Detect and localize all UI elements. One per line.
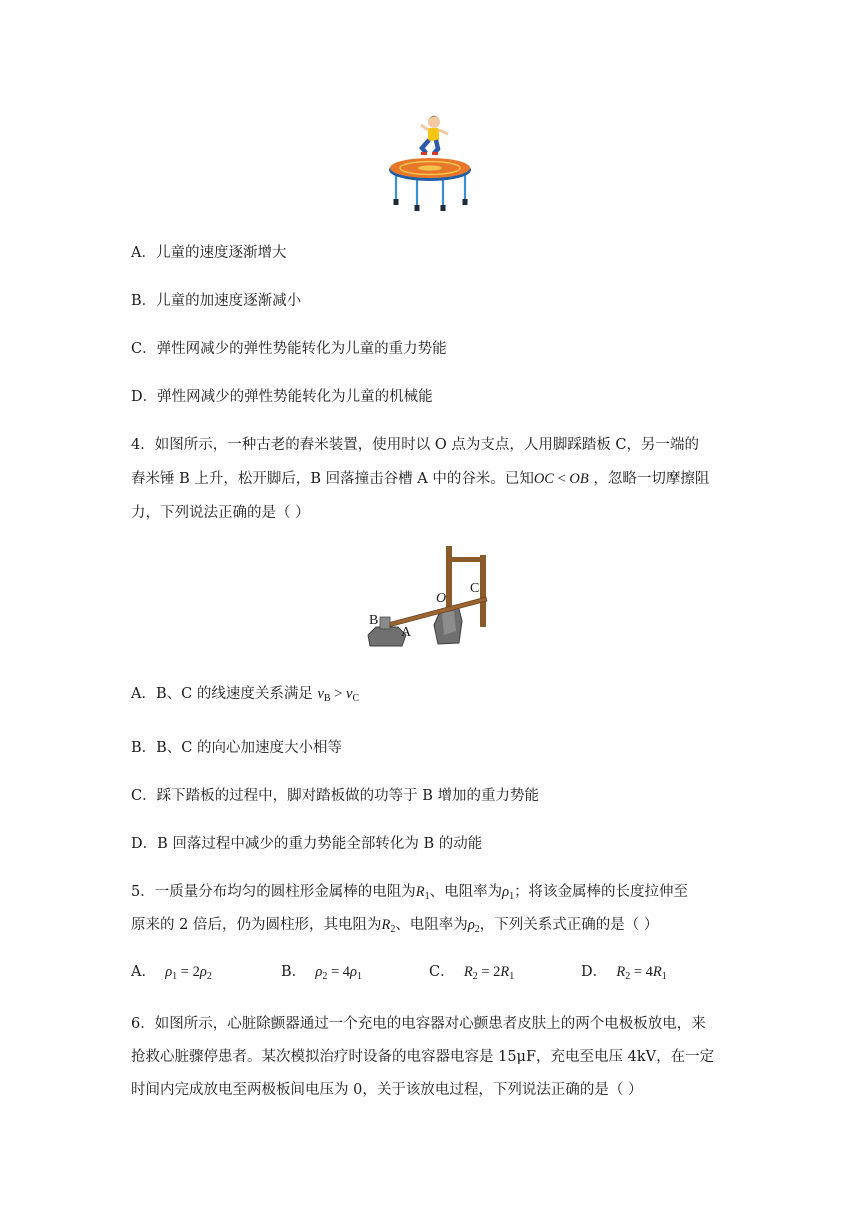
q6-stem-line1: 6．如图所示，心脏除颤器通过一个充电的电容器对心颤患者皮肤上的两个电极板放电，来 <box>131 1016 706 1032</box>
q4-stem-line1: 4．如图所示，一种古老的舂米装置，使用时以 O 点为支点，人用脚踩踏板 C，另一端的 <box>131 437 700 453</box>
q4-stem-line2: 舂米锤 B 上升，松开脚后，B 回落撞击谷槽 A 中的谷米。已知OC < OB ，忽略一切摩擦阻 <box>131 471 710 487</box>
q6-stem-line3: 时间内完成放电至两极板间电压为 0，关于该放电过程，下列说法正确的是（ ） <box>131 1082 643 1098</box>
q3-option-a: A．儿童的速度逐渐增大 <box>131 245 287 261</box>
q5-option-a: A． $\rho_1 = 2\rho_2$ <box>131 964 212 982</box>
label-o: O <box>436 591 447 606</box>
q5-stem-line2: 原来的 2 倍后，仍为圆柱形，其电阻为$R_2$、电阻率为$\rho_2$，下列关系式正确的是（ ） <box>131 917 659 935</box>
q4-option-d: D．B 回落过程中减少的重力势能全部转化为 B 的动能 <box>131 836 483 852</box>
q4-stem-line3: 力，下列说法正确的是（ ） <box>131 505 310 521</box>
q5-option-c: C． $R_2 = 2R_1$ <box>429 964 515 982</box>
q3-option-d: D．弹性网减少的弹性势能转化为儿童的机械能 <box>131 389 433 405</box>
label-b: B <box>369 613 379 628</box>
q4-option-b: B．B、C 的向心加速度大小相等 <box>131 740 343 756</box>
q3-option-c: C．弹性网减少的弹性势能转化为儿童的重力势能 <box>131 341 447 357</box>
q5-stem-line1: 5．一质量分布均匀的圆柱形金属棒的电阻为$R_1$、电阻率为$\rho_1$；将该金属棒的长度拉伸至 <box>131 884 689 902</box>
q3-option-b: B．儿童的加速度逐渐减小 <box>131 293 302 309</box>
q6-stem-line2: 抢救心脏骤停患者。某次模拟治疗时设备的电容器电容是 15μF，充电至电压 4kV，在一定 <box>131 1049 715 1065</box>
rice-pounder-figure <box>366 543 494 650</box>
inequality-oc-ob: OC < OB <box>533 471 589 487</box>
trampoline-figure <box>388 112 474 214</box>
q4-option-c: C．踩下踏板的过程中，脚对踏板做的功等于 B 增加的重力势能 <box>131 788 539 804</box>
q5-option-d: D． $R_2 = 4R_1$ <box>581 964 667 982</box>
label-a: A <box>401 625 412 640</box>
label-c: C <box>470 581 480 596</box>
q5-options <box>131 960 751 982</box>
q4-option-a: A．B、C 的线速度关系满足 $v_B > v_C$ <box>131 686 360 704</box>
q5-option-b: B． $\rho_2 = 4\rho_1$ <box>281 964 362 982</box>
